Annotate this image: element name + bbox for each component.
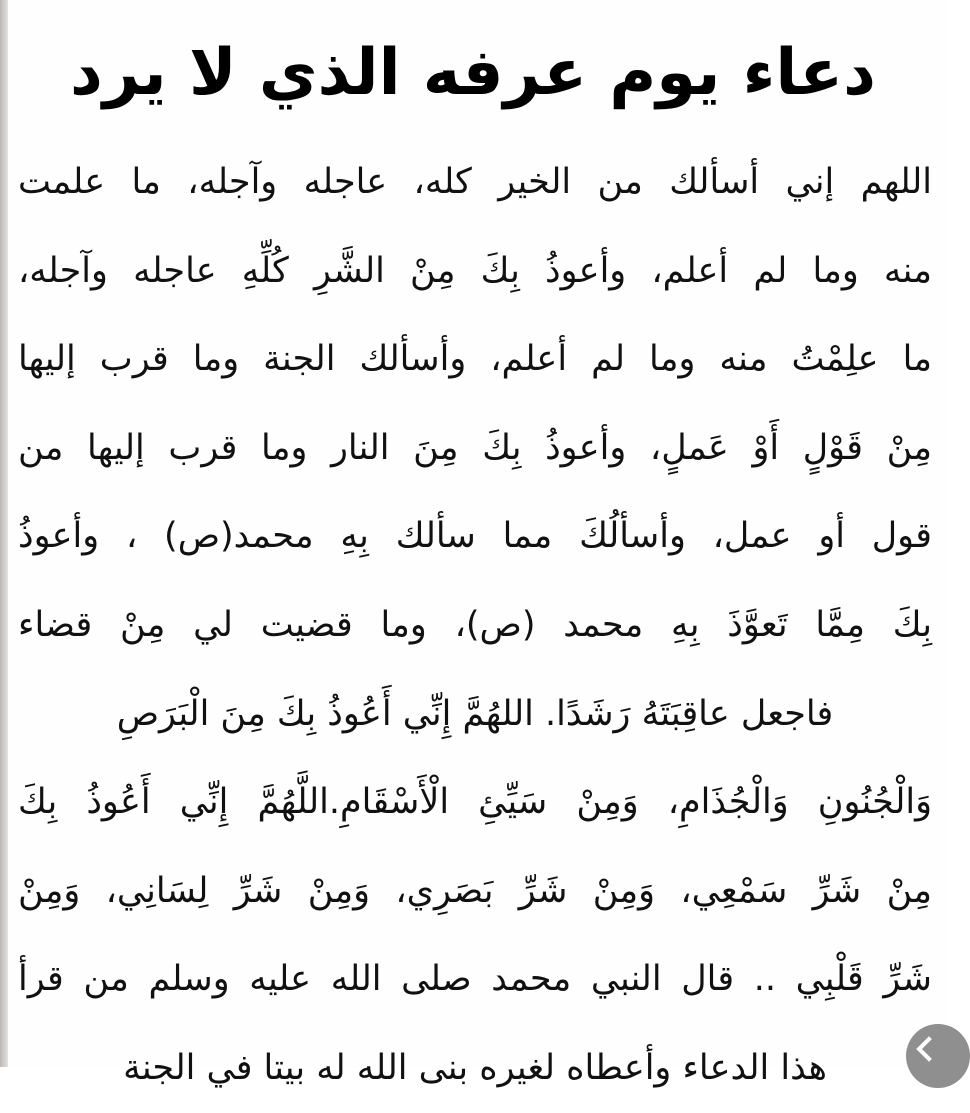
dua-line: بِكَ مِمَّا تَعوَّذَ بِهِ محمد (ص)، وما قضيت لي مِنْ قضاء (18, 604, 932, 645)
dua-line: اللهم إني أسألك من الخير كله، عاجله وآجله، ما علمت (18, 162, 932, 202)
chevron-left-icon (916, 1036, 941, 1061)
dua-line: منه وما لم أعلم، وأعوذُ بِكَ مِنْ الشَّرِ كُلِّهِ عاجله وآجله، (18, 250, 932, 291)
back-arrow-icon[interactable] (906, 1024, 970, 1088)
dua-line: هذا الدعاء وأعطاه لغيره بنى الله له بيتا في الجنة (123, 1047, 827, 1088)
dua-line: ما علِمْتُ منه وما لم أعلم، وأسألك الجنة وما قرب إليها (18, 339, 932, 380)
dua-title: دعاء يوم عرفه الذي لا يرد (70, 36, 876, 110)
dua-line: قول أو عمل، وأسألُكَ مما سألك بِهِ محمد(ص) ، وأعوذُ (18, 516, 932, 557)
dua-text (18, 138, 932, 1113)
dua-line: مِنْ قَوْلٍ أَوْ عَملٍ، وأعوذُ بِكَ مِنَ النار وما قرب إليها من (18, 427, 932, 468)
page-edge-shadow (0, 0, 8, 1067)
dua-line: فاجعل عاقِبَتَهُ رَشَدًا. اللهُمَّ إِنِّي أَعُوذُ بِكَ مِنَ الْبَرَصِ (116, 693, 834, 734)
dua-line: وَالْجُنُونِ وَالْجُذَامِ، وَمِنْ سَيِّئِ الْأَسْقَامِ.اللَّهُمَّ إِنِّي أَعُوذُ بِكَ (18, 782, 932, 823)
dua-line: شَرِّ قَلْبِي .. قال النبي محمد صلى الله عليه وسلم من قرأ (18, 959, 932, 1000)
dua-line: مِنْ شَرِّ سَمْعِي، وَمِنْ شَرِّ بَصَرِي، وَمِنْ شَرِّ لِسَانِي، وَمِنْ (18, 870, 932, 911)
